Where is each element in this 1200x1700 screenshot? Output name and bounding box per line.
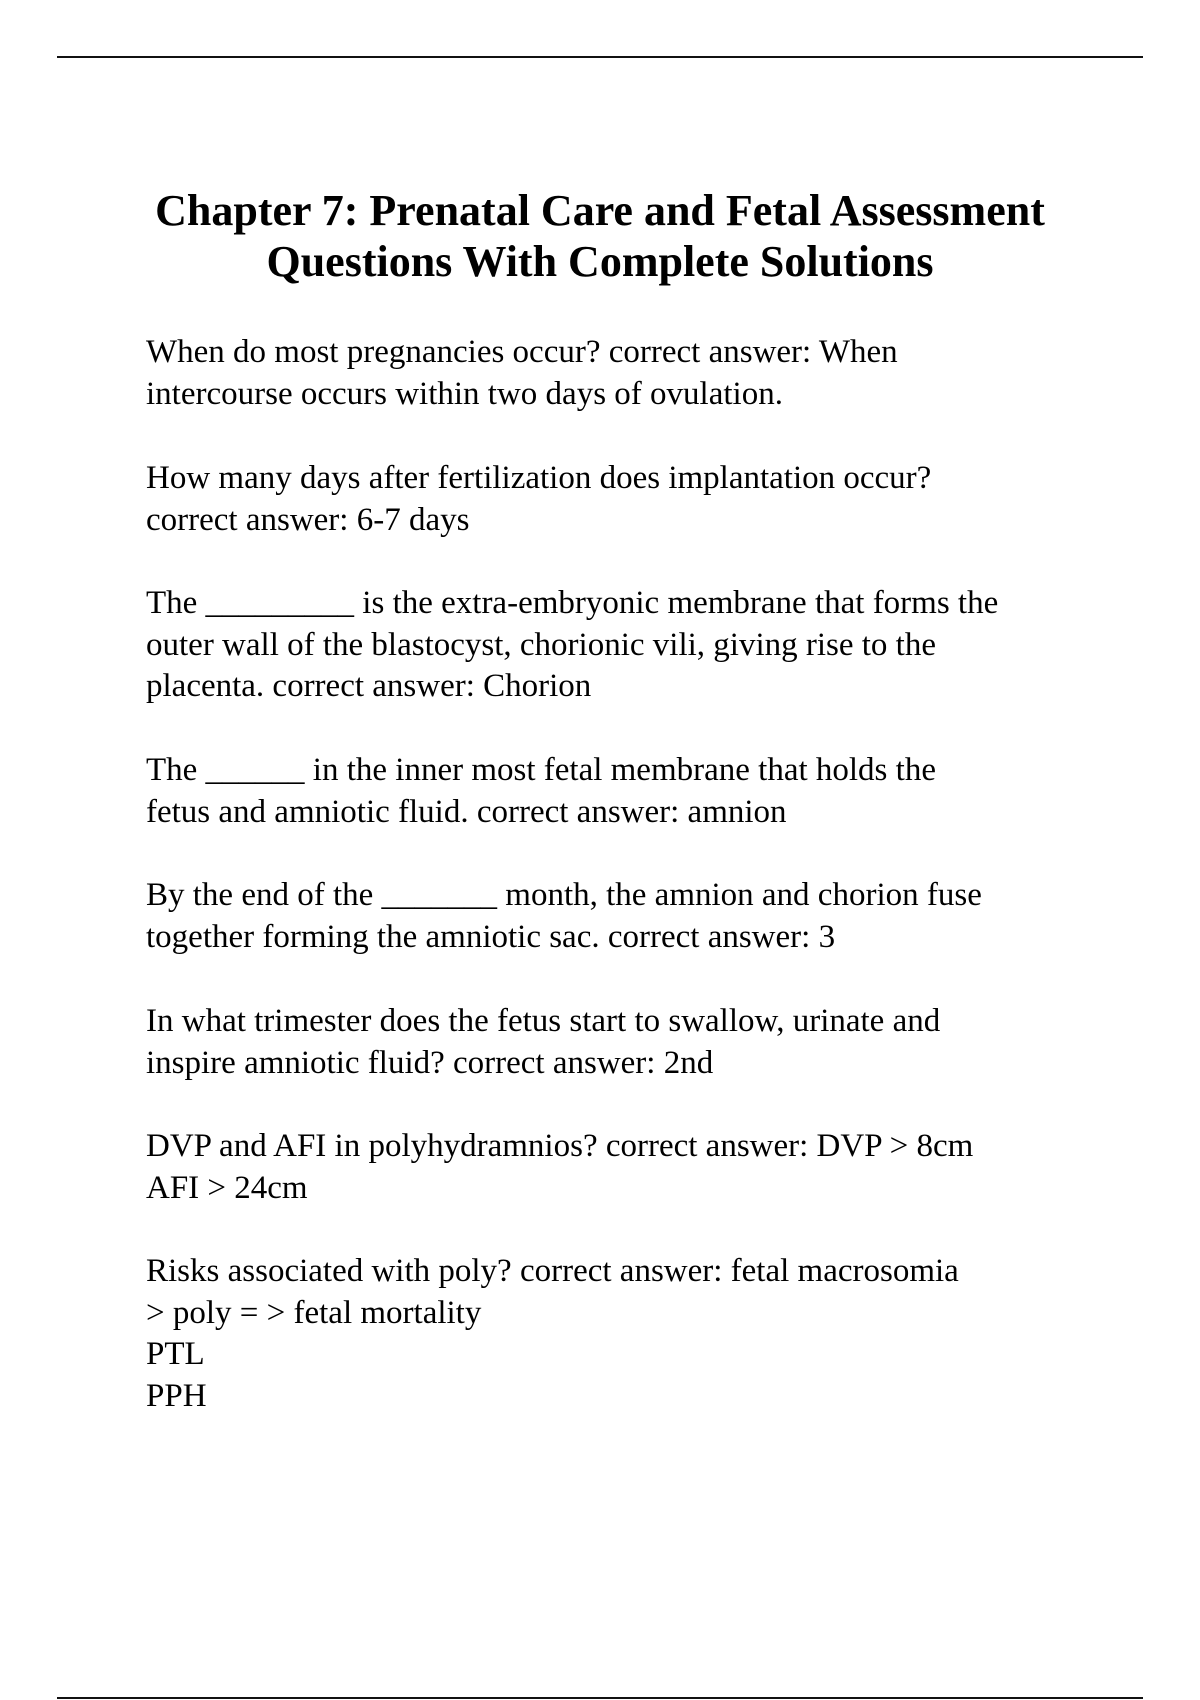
qa-line: The ______ in the inner most fetal membrane that holds the	[146, 752, 936, 788]
qa-line: fetus and amniotic fluid. correct answer: amnion	[146, 793, 787, 830]
qa-line: > poly = > fetal mortality	[146, 1294, 482, 1331]
qa-item-1	[146, 332, 1106, 415]
top-divider	[57, 56, 1143, 58]
qa-item-4	[146, 750, 1106, 833]
qa-item-6	[146, 1001, 1106, 1084]
qa-line: PTL	[146, 1336, 205, 1372]
qa-item-2	[146, 458, 1106, 541]
qa-line: outer wall of the blastocyst, chorionic vili, giving rise to the	[146, 626, 937, 663]
qa-line: inspire amniotic fluid? correct answer: 2nd	[146, 1044, 714, 1081]
qa-line: Risks associated with poly? correct answer: fetal macrosomia	[146, 1253, 959, 1289]
page-title	[0, 185, 1200, 287]
qa-item-7	[146, 1126, 1106, 1209]
qa-line: placenta. correct answer: Chorion	[146, 668, 592, 704]
title-line-2: Questions With Complete Solutions	[266, 237, 934, 286]
qa-line: By the end of the _______ month, the amnion and chorion fuse	[146, 877, 982, 913]
qa-line: DVP and AFI in polyhydramnios? correct answer: DVP > 8cm	[146, 1128, 974, 1164]
qa-item-5	[146, 875, 1106, 958]
qa-item-3	[146, 583, 1106, 708]
qa-item-8	[146, 1251, 1106, 1417]
qa-line: intercourse occurs within two days of ovulation.	[146, 375, 783, 412]
qa-line: together forming the amniotic sac. correct answer: 3	[146, 918, 836, 955]
bottom-divider	[57, 1697, 1143, 1699]
qa-line: correct answer: 6-7 days	[146, 501, 470, 538]
qa-line: In what trimester does the fetus start to swallow, urinate and	[146, 1003, 941, 1039]
qa-line: When do most pregnancies occur? correct answer: When	[146, 334, 898, 370]
qa-line: The _________ is the extra-embryonic membrane that forms the	[146, 585, 999, 621]
qa-line: PPH	[146, 1377, 207, 1414]
qa-line: How many days after fertilization does implantation occur?	[146, 460, 932, 496]
qa-line: AFI > 24cm	[146, 1169, 308, 1206]
title-line-1: Chapter 7: Prenatal Care and Fetal Assessment	[155, 186, 1045, 235]
